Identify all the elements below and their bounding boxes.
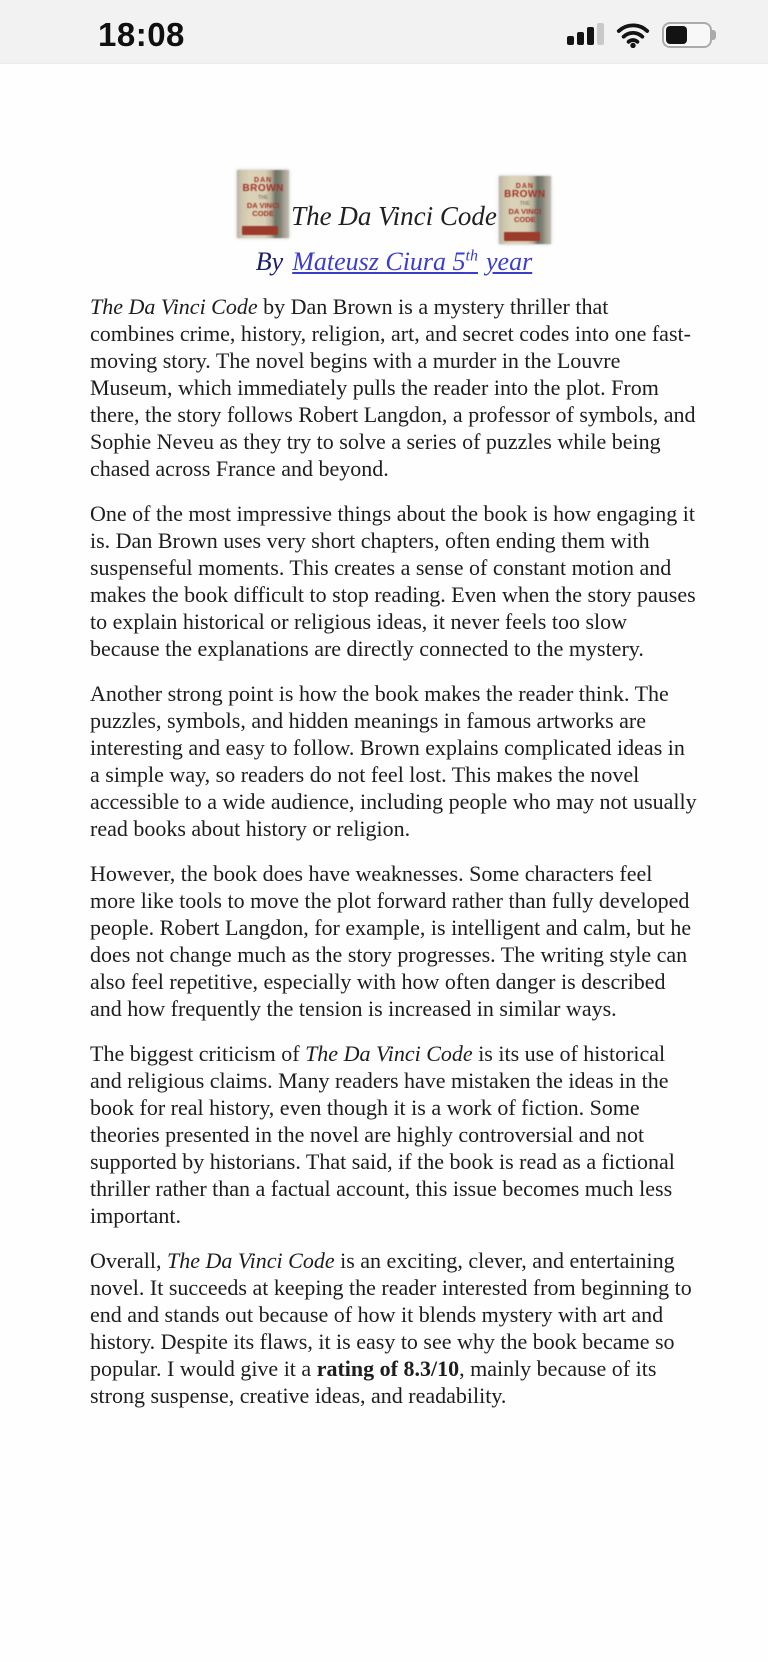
byline-prefix: By (255, 247, 284, 276)
status-icons (567, 22, 718, 48)
cover-text: THE (258, 194, 269, 201)
text-segment: Another strong point is how the book makes the reader think. The puzzles, symbols, and hidden meanings in famous artworks are interesting and easy to follow. Brown explains complicated ideas in a simple way, so readers do not feel lost. This makes the novel accessible to a wide audience, including people who may not usually read books about history or religion. (90, 681, 697, 841)
cover-text: BROWN (504, 189, 546, 201)
text-segment: is an exciting, clever, and entertaining novel. It succeeds at keeping the reader interested from beginning to end and stands out because of how it blends mystery with art and history. Despite its flaws, it is easy to see why the book became so popular. I would give it a (90, 1248, 692, 1381)
paragraph (90, 860, 698, 1022)
paragraph (90, 1247, 698, 1409)
cover-text: THE (519, 200, 530, 207)
author-name: Mateusz Ciura 5th (292, 247, 478, 276)
document-heading (90, 170, 698, 238)
review-body (90, 293, 698, 1409)
text-segment: by Dan Brown is a mystery thriller that combines crime, history, religion, art, and secret codes into one fast-moving story. The novel begins with a murder in the Louvre Museum, which immediately pulls the reader into the plot. From there, the story follows Robert Langdon, a professor of symbols, and Sophie Neveu as they try to solve a series of puzzles while being chased across France and beyond. (90, 294, 696, 481)
cover-text: BROWN (242, 183, 284, 195)
paragraph (90, 500, 698, 662)
text-segment: The biggest criticism of (90, 1041, 306, 1066)
paragraph (90, 680, 698, 842)
text-segment: rating of 8.3/10 (316, 1356, 460, 1381)
paragraph (90, 1040, 698, 1229)
byline (90, 247, 698, 277)
cover-text: DAN (515, 183, 534, 190)
cover-text: CODE (252, 208, 274, 218)
text-segment: Overall, (90, 1248, 167, 1273)
wifi-icon (616, 22, 650, 48)
status-bar (0, 0, 768, 64)
cover-band (242, 226, 278, 235)
cover-text: DA VINCI (508, 207, 542, 217)
text-segment: The Da Vinci Code (305, 1041, 473, 1066)
author-link[interactable] (292, 247, 532, 276)
text-segment: is its use of historical and religious claims. Many readers have mistaken the ideas in the book for real history, even though it is a work of fiction. Some theories presented in the novel are highly controversial and not supported by historians. That said, if the book is read as a fictional thriller rather than a factual account, this issue becomes much less important. (90, 1041, 675, 1228)
cover-text: DAN (254, 177, 273, 184)
battery-icon (662, 22, 718, 48)
document-page (0, 170, 768, 1409)
text-segment: , mainly because of its strong suspense, creative ideas, and readability. (90, 1356, 657, 1408)
document-title: The Da Vinci Code (291, 201, 497, 231)
book-cover-thumbnail-right (499, 176, 551, 244)
text-segment: The Da Vinci Code (90, 294, 258, 319)
ordinal-suffix[interactable]: th (465, 247, 478, 265)
cellular-signal-icon (567, 23, 604, 47)
text-segment: One of the most impressive things about the book is how engaging it is. Dan Brown uses very short chapters, often ending them with suspenseful moments. This creates a sense of constant motion and makes the book difficult to stop reading. Even when the story pauses to explain historical or religious ideas, it never feels too slow because the explanations are directly connected to the mystery. (90, 501, 696, 661)
paragraph (90, 293, 698, 482)
text-segment: However, the book does have weaknesses. Some characters feel more like tools to move the plot forward rather than fully developed people. Robert Langdon, for example, is intelligent and calm, but he does not change much as the story progresses. The writing style can also feel repetitive, especially with how often danger is described and how frequently the tension is increased in similar ways. (90, 861, 692, 1021)
text-segment: The Da Vinci Code (166, 1248, 335, 1273)
status-time: 18:08 (98, 15, 185, 53)
cover-band (504, 232, 540, 241)
cover-text: CODE (514, 214, 536, 224)
cover-text: DA VINCI (246, 201, 280, 211)
author-year-word[interactable]: year (486, 247, 533, 276)
book-cover-thumbnail-left (237, 170, 289, 238)
